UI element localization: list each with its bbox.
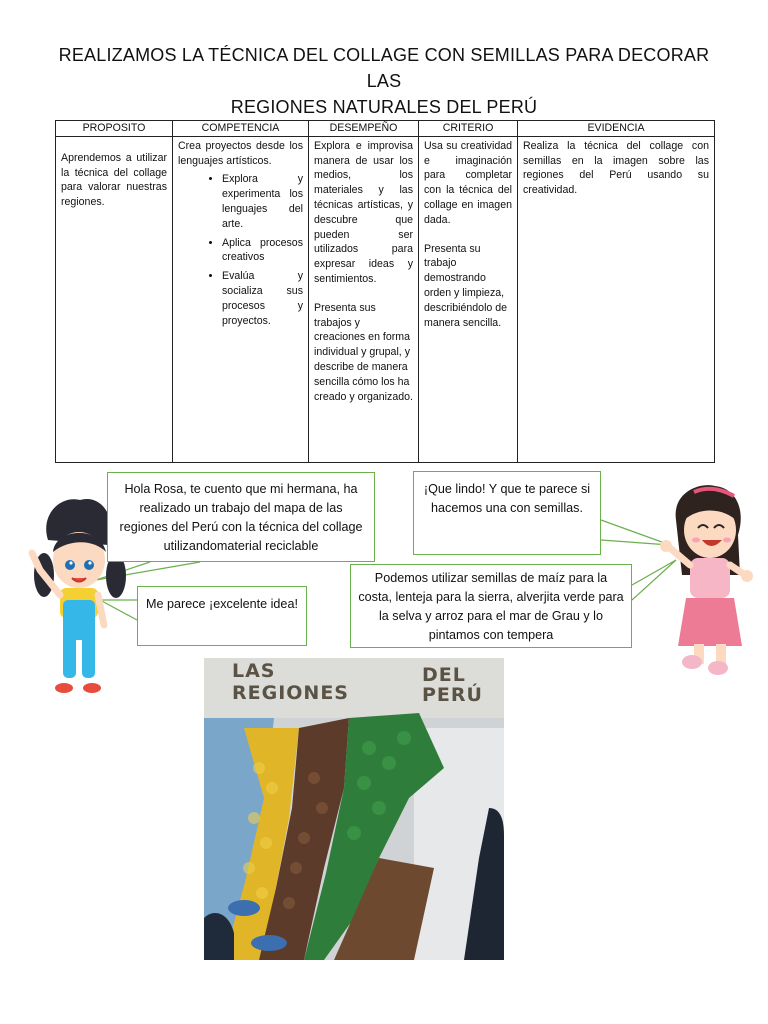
header-desempeno: DESEMPEÑO — [309, 121, 419, 137]
criterio-paragraph: Usa su creatividad e imaginación para completar con la técnica del collage en imagen dada. — [424, 139, 512, 226]
desempeno-paragraph: Explora e improvisa manera de usar los medios, los materiales y las técnicas artísticas, y descubre que pueden ser utilizados para expresar ideas y sentimientos. — [314, 139, 413, 285]
criterio-paragraph: Presenta su trabajo demostrando orden y limpieza, describiéndolo de manera sencilla. — [424, 242, 508, 329]
collage-map-photo — [204, 658, 504, 960]
girl-character-right — [660, 485, 753, 675]
speech-bubble-que-lindo: ¡Que lindo! Y que te parece si hacemos una con semillas. — [413, 471, 601, 555]
header-proposito: PROPOSITO — [56, 121, 173, 137]
title-line-1: REALIZAMOS LA TÉCNICA DEL COLLAGE CON SEMILLAS PARA DECORAR LAS — [58, 45, 710, 91]
header-competencia: COMPETENCIA — [173, 121, 309, 137]
speech-bubble-semillas: Podemos utilizar semillas de maíz para la costa, lenteja para la sierra, alverjita verde para la selva y arroz para el mar de Grau y lo pintamos con tempera — [350, 564, 632, 648]
cell-proposito: Aprendemos a utilizar la técnica del collage para valorar nuestras regiones. — [56, 136, 173, 462]
bubble4-tail — [632, 560, 676, 600]
title-line-2: REGIONES NATURALES DEL PERÚ — [230, 97, 538, 117]
competencia-item: • Evalúa y socializa sus procesos y proyectos. — [222, 269, 303, 328]
competencia-intro: Crea proyectos desde los lenguajes artísticos. — [178, 139, 303, 167]
photo-label-peru: PERÚ — [422, 684, 483, 706]
photo-label-las: LAS — [232, 660, 276, 682]
desempeno-paragraph: Presenta sus trabajos y creaciones en forma individual y grupal, y describe de manera sencilla cómo los ha creado y organizado. — [314, 301, 413, 403]
bubble3-tail — [601, 520, 670, 545]
photo-label-del: DEL — [422, 664, 466, 686]
competencia-item: • Aplica procesos creativos — [222, 236, 303, 266]
header-evidencia: EVIDENCIA — [518, 121, 715, 137]
cell-evidencia: Realiza la técnica del collage con semillas en la imagen sobre las regiones del Perú usando su creatividad. — [518, 136, 715, 462]
speech-bubble-excelente-idea: Me parece ¡excelente idea! — [137, 586, 307, 646]
competencia-item: • Explora y experimenta los lenguajes del arte. — [222, 172, 303, 231]
speech-bubble-hola-rosa: Hola Rosa, te cuento que mi hermana, ha realizado un trabajo del mapa de las regiones del Perú con la técnica del collage utilizandomaterial reciclable — [107, 472, 375, 562]
header-criterio: CRITERIO — [419, 121, 518, 137]
photo-label-regiones: REGIONES — [232, 682, 349, 704]
